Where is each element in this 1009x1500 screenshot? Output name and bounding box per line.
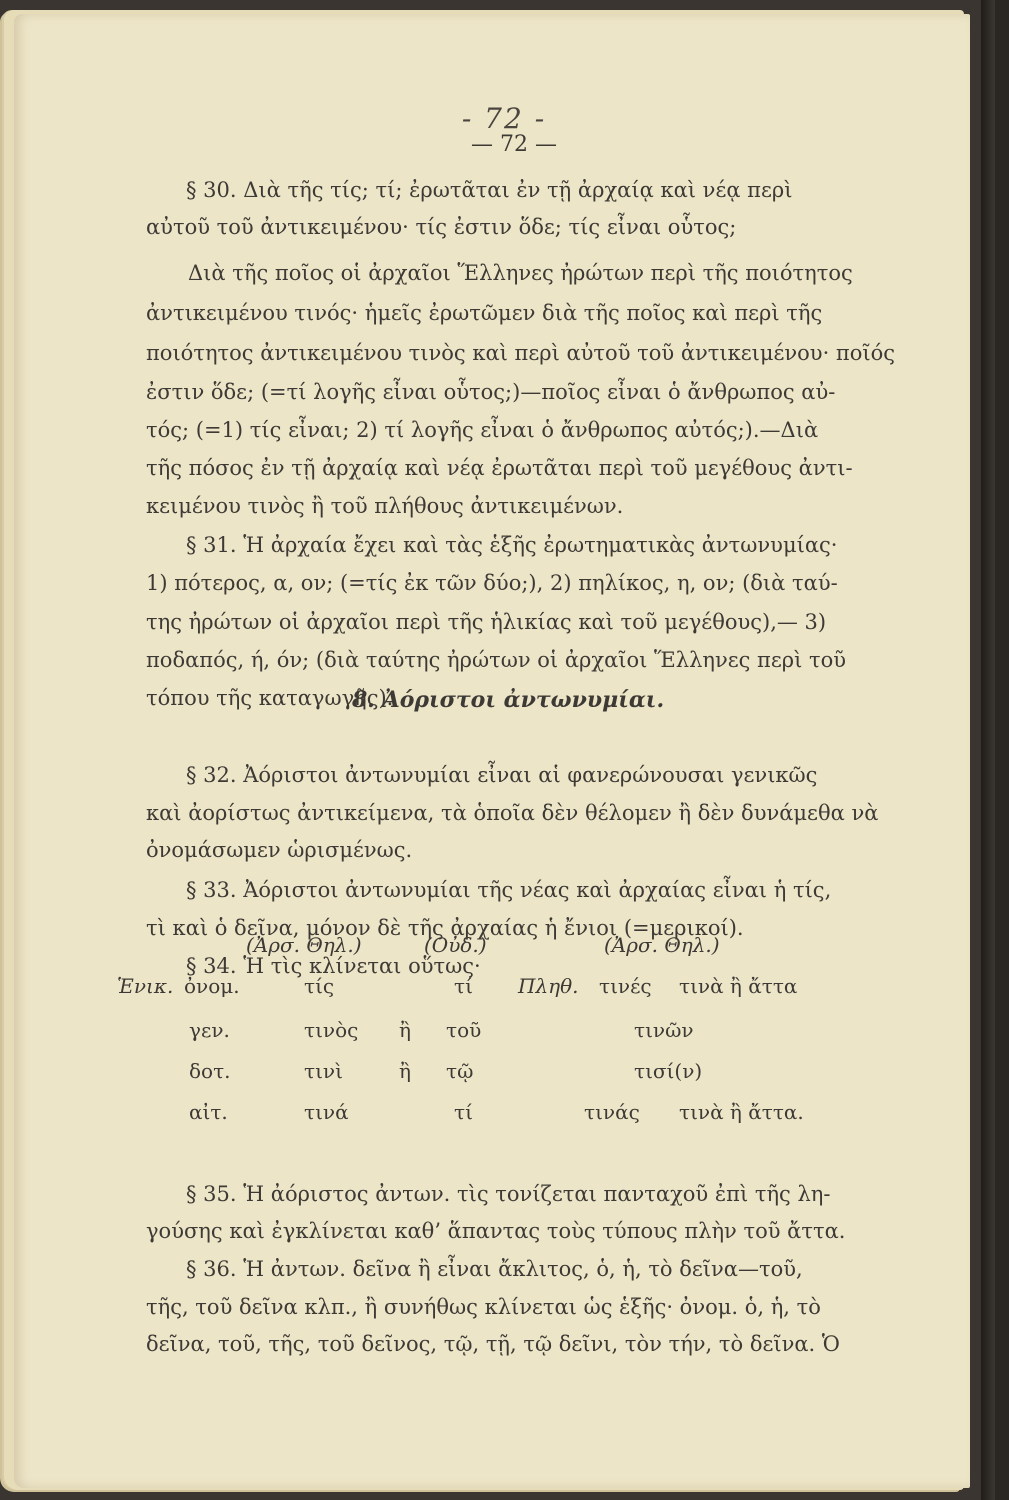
text-line: § 36. Ἡ ἀντων. δεῖνα ἢ εἶναι ἄκλιτος, ὁ, ἡ, τὸ δεῖνα—τοῦ,	[186, 1257, 803, 1281]
text-line: τῆς, τοῦ δεῖνα κλπ., ἢ συνήθως κλίνεται ὡς ἑξῆς· ὀνομ. ὁ, ἡ, τὸ	[146, 1295, 821, 1319]
pencil-page-mark: - 72 -	[461, 102, 547, 135]
table-case: γεν.	[189, 1018, 230, 1042]
text-line: § 34. Ἡ τὶς κλίνεται οὕτως·	[186, 954, 481, 978]
table-masc: τίς	[304, 974, 335, 998]
text-line: τόπου τῆς καταγωγῆς).	[146, 686, 394, 710]
text-line: κειμένου τινὸς ἢ τοῦ πλήθους ἀντικειμένων.	[146, 494, 624, 518]
text-line: Διὰ τῆς ποῖος οἱ ἀρχαῖοι Ἕλληνες ἠρώτων περὶ τῆς ποιότητος	[188, 261, 853, 285]
text-line: τῆς πόσος ἐν τῇ ἀρχαίᾳ καὶ νέᾳ ἐρωτᾶται περὶ τοῦ μεγέθους ἀντι-	[146, 456, 853, 480]
table-or: ἢ	[399, 1059, 411, 1083]
text-line: της ἠρώτων οἱ ἀρχαῖοι περὶ τῆς ἡλικίας καὶ τοῦ μεγέθους),— 3)	[146, 610, 827, 634]
text-line: § 33. Ἀόριστοι ἀντωνυμίαι τῆς νέας καὶ ἀρχαίας εἶναι ἡ τίς,	[186, 878, 832, 902]
table-header-masc-fem: (Ἀρσ. Θηλ.)	[246, 933, 362, 957]
table-masc: τινὶ	[304, 1059, 343, 1083]
text-line: ἀντικειμένου τινός· ἡμεῖς ἐρωτῶμεν διὰ τῆς ποῖος καὶ περὶ τῆς	[146, 301, 823, 325]
table-header-neuter: (Οὐδ.)	[424, 933, 487, 957]
text-line: καὶ ἀορίστως ἀντικείμενα, τὰ ὁποῖα δὲν θέλομεν ἢ δὲν δυνάμεθα νὰ	[146, 801, 879, 825]
text-line: § 30. Διὰ τῆς τίς; τί; ἐρωτᾶται ἐν τῇ ἀρχαίᾳ καὶ νέᾳ περὶ	[186, 178, 793, 202]
table-masc: τινά	[304, 1100, 349, 1124]
text-line: § 31. Ἡ ἀρχαία ἔχει καὶ τὰς ἑξῆς ἐρωτηματικὰς ἀντωνυμίας·	[186, 533, 838, 557]
table-pl-mf: τινῶν	[634, 1018, 694, 1042]
table-case: ὀνομ.	[184, 974, 240, 998]
table-header-plural: (Ἀρσ. Θηλ.)	[604, 933, 720, 957]
text-line: § 32. Ἀόριστοι ἀντωνυμίαι εἶναι αἱ φανερώνουσαι γενικῶς	[186, 763, 818, 787]
text-line: ποδαπός, ή, όν; (διὰ ταύτης ἠρώτων οἱ ἀρχαῖοι Ἕλληνες περὶ τοῦ	[146, 648, 847, 672]
text-line: § 35. Ἡ ἀόριστος ἀντων. τὶς τονίζεται πανταχοῦ ἐπὶ τῆς λη-	[186, 1182, 831, 1206]
row-label-singular: Ἑνικ.	[117, 974, 174, 998]
text-line: δεῖνα, τοῦ, τῆς, τοῦ δεῖνος, τῷ, τῇ, τῷ δεῖνι, τὸν τήν, τὸ δεῖνα. Ὁ	[146, 1332, 840, 1356]
text-line: τὶ καὶ ὁ δεῖνα, μόνον δὲ τῆς ἀρχαίας ἡ ἔνιοι (=μερικοί).	[146, 916, 744, 940]
table-masc: τινὸς	[304, 1018, 359, 1042]
book-page	[14, 14, 970, 1488]
text-line: τός; (=1) τίς εἶναι; 2) τί λογῆς εἶναι ὁ ἄνθρωπος αὐτός;).—Διὰ	[146, 418, 819, 442]
table-case: αἰτ.	[189, 1100, 228, 1124]
text-line: ὀνομάσωμεν ὡρισμένως.	[146, 838, 413, 862]
table-neut: τῷ	[446, 1059, 474, 1083]
text-line: ἐστιν ὅδε; (=τί λογῆς εἶναι οὗτος;)—ποῖος εἶναι ὁ ἄνθρωπος αὐ-	[146, 380, 836, 404]
text-line: ποιότητος ἀντικειμένου τινὸς καὶ περὶ αὐτοῦ τοῦ ἀντικειμένου· ποῖός	[146, 341, 896, 365]
page-number: — 72 —	[471, 132, 557, 157]
text-line: 1) πότερος, α, ον; (=τίς ἐκ τῶν δύο;), 2) πηλίκος, η, ον; (διὰ ταύ-	[146, 571, 838, 595]
table-pl-mf: τισί(ν)	[634, 1059, 703, 1083]
section-heading: 8. Ἀόριστοι ἀντωνυμίαι.	[352, 687, 665, 713]
table-or: ἢ	[399, 1018, 411, 1042]
table-neut: τί	[454, 974, 473, 998]
table-neut: τί	[454, 1100, 473, 1124]
row-label-plural: Πληθ.	[518, 974, 579, 998]
table-pl-n: τινὰ ἢ ἄττα	[679, 974, 798, 998]
table-pl-mf: τινές	[599, 974, 652, 998]
table-case: δοτ.	[189, 1059, 231, 1083]
table-pl-n: τινὰ ἢ ἄττα.	[679, 1100, 804, 1124]
table-neut: τοῦ	[446, 1018, 482, 1042]
table-pl-mf: τινάς	[584, 1100, 640, 1124]
text-line: αὐτοῦ τοῦ ἀντικειμένου· τίς ἐστιν ὅδε; τίς εἶναι οὗτος;	[146, 215, 737, 239]
book-edge	[981, 0, 995, 1500]
text-line: γούσης καὶ ἐγκλίνεται καθ’ ἅπαντας τοὺς τύπους πλὴν τοῦ ἄττα.	[146, 1219, 846, 1243]
